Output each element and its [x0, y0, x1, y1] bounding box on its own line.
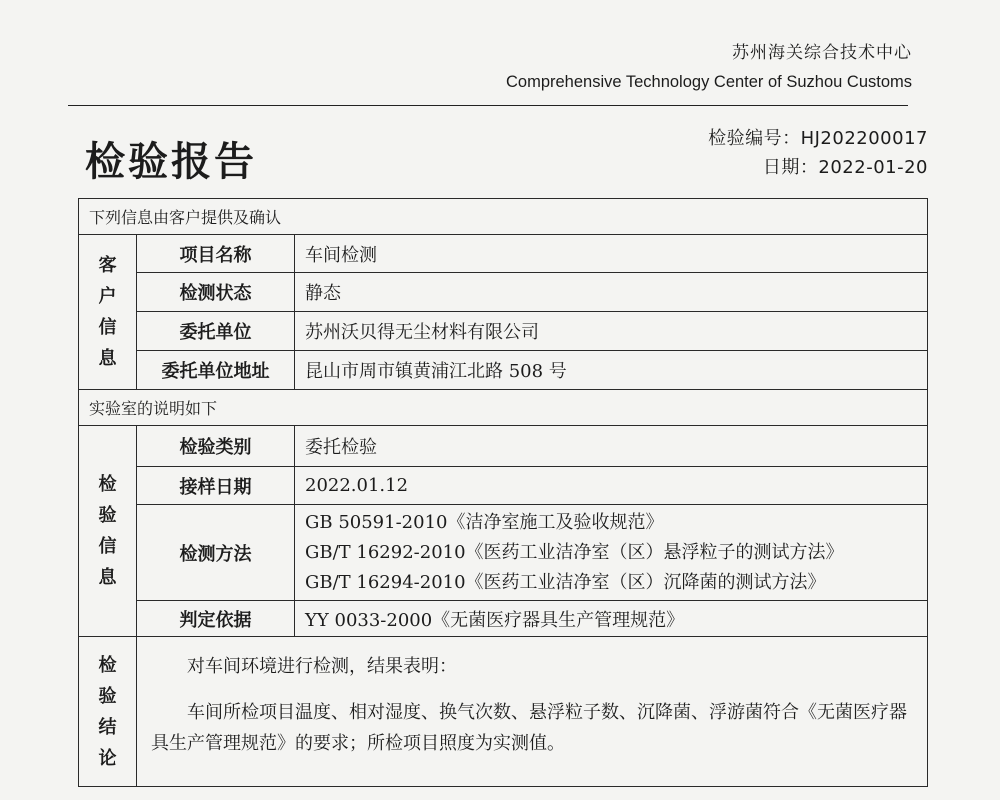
org-name-en: Comprehensive Technology Center of Suzhou Customs [506, 73, 912, 91]
client-info-section-label: 客 户 信 息 [79, 235, 137, 390]
table-row [79, 505, 928, 601]
client-info-note: 下列信息由客户提供及确认 [79, 199, 928, 235]
conclusion-text [137, 637, 928, 787]
test-method-value [295, 505, 928, 601]
table-row [79, 351, 928, 390]
conclusion-intro: 对车间环境进行检测，结果表明： [187, 656, 457, 677]
table-row [79, 426, 928, 467]
test-status-value: 静态 [295, 273, 928, 312]
test-method-standard: GB 50591-2010《洁净室施工及验收规范》 [305, 511, 664, 533]
test-method-standard: GB/T 16294-2010《医药工业洁净室（区）沉降菌的测试方法》 [305, 571, 826, 593]
lab-info-note: 实验室的说明如下 [79, 390, 928, 426]
report-table [78, 198, 928, 787]
inspection-category-value: 委托检验 [295, 426, 928, 467]
judgment-basis-value: YY 0033-2000《无菌医疗器具生产管理规范》 [295, 601, 928, 637]
sample-date-label: 接样日期 [137, 467, 295, 505]
project-name-value: 车间检测 [295, 235, 928, 273]
header-divider [68, 105, 908, 106]
sample-date-value: 2022.01.12 [295, 467, 928, 505]
conclusion-body: 车间所检项目温度、相对湿度、换气次数、悬浮粒子数、沉降菌、浮游菌符合《无菌医疗器具生产管理规范》的要求；所检项目照度为实测值。 [151, 702, 907, 754]
client-address-label: 委托单位地址 [137, 351, 295, 390]
inspection-category-label: 检验类别 [137, 426, 295, 467]
test-method-standard: GB/T 16292-2010《医药工业洁净室（区）悬浮粒子的测试方法》 [305, 541, 844, 563]
judgment-basis-label: 判定依据 [137, 601, 295, 637]
org-name-cn: 苏州海关综合技术中心 [732, 43, 912, 63]
project-name-label: 项目名称 [137, 235, 295, 273]
table-row [79, 235, 928, 273]
client-company-value: 苏州沃贝得无尘材料有限公司 [295, 312, 928, 351]
document-title: 检验报告 [85, 139, 257, 185]
table-row [79, 637, 928, 787]
table-row [79, 312, 928, 351]
table-row [79, 273, 928, 312]
report-date: 日期：2022-01-20 [762, 157, 928, 178]
conclusion-section-label: 检 验 结 论 [79, 637, 137, 787]
report-number: 检验编号：HJ202200017 [708, 128, 928, 149]
test-method-label: 检测方法 [137, 505, 295, 601]
client-address-value: 昆山市周市镇黄浦江北路 508 号 [295, 351, 928, 390]
table-row [79, 601, 928, 637]
test-status-label: 检测状态 [137, 273, 295, 312]
inspection-info-section-label: 检 验 信 息 [79, 426, 137, 637]
client-company-label: 委托单位 [137, 312, 295, 351]
table-row [79, 467, 928, 505]
